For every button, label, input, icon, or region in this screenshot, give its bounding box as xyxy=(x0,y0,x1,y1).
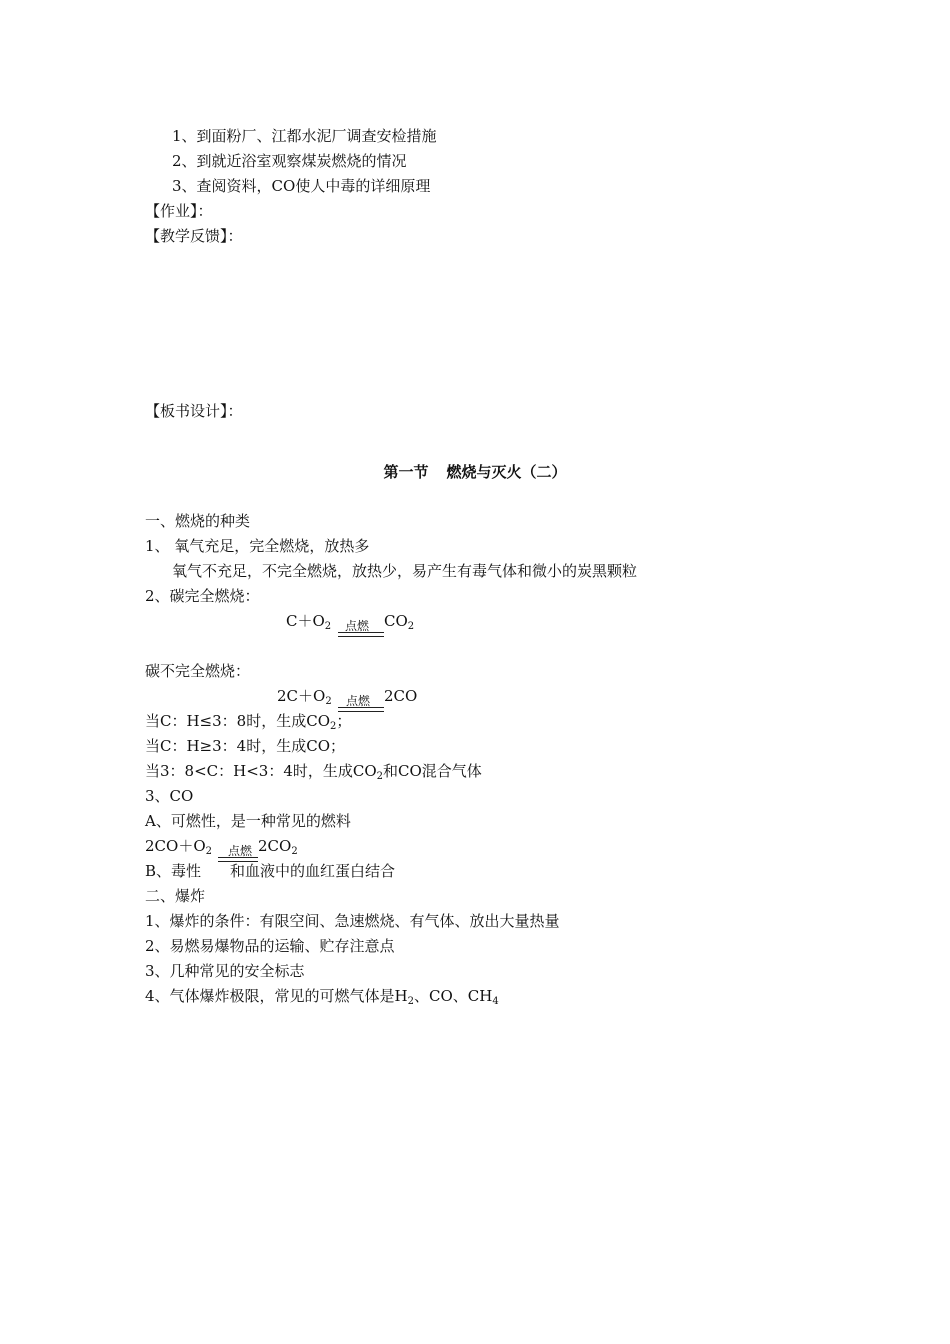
reaction-condition: 点燃 xyxy=(346,694,371,708)
task-item: 2、到就近浴室观察煤炭燃烧的情况 xyxy=(172,152,407,170)
list-item: 当3：8<C：H<3：4时，生成$CO_2$和CO混合气体 xyxy=(145,762,482,782)
reaction-condition: 点燃 xyxy=(228,844,253,858)
list-item: A、可燃性，是一种常见的燃料 xyxy=(145,812,351,830)
task-item: 3、查阅资料，CO使人中毒的详细原理 xyxy=(172,177,431,195)
task-item: 1、到面粉厂、江都水泥厂调查安检措施 xyxy=(172,127,437,145)
page-title xyxy=(0,461,950,482)
equation-carbon-incomplete: $2C+O_2$ xyxy=(277,687,332,707)
list-item: 2、碳完全燃烧： xyxy=(145,587,260,605)
list-item: 1、爆炸的条件：有限空间、急速燃烧、有气体、放出大量热量 xyxy=(145,912,560,930)
feedback-label: 【教学反馈】： xyxy=(145,227,243,245)
list-item: 3、几种常见的安全标志 xyxy=(145,962,305,980)
list-item: 4、气体爆炸极限，常见的可燃气体是$H_2$、CO、$CH_4$ xyxy=(145,987,499,1007)
list-item: 3、CO xyxy=(145,787,194,805)
reaction-arrow xyxy=(338,632,384,637)
equation-product: $2CO_2$ xyxy=(258,837,298,857)
section-heading: 一、燃烧的种类 xyxy=(145,512,251,530)
list-item: 碳不完全燃烧： xyxy=(145,662,251,680)
list-item: 2、易燃易爆物品的运输、贮存注意点 xyxy=(145,937,395,955)
list-item: 1、 氧气充足，完全燃烧，放热多 xyxy=(145,537,370,555)
list-item: 和血液中的血红蛋白结合 xyxy=(230,862,396,880)
equation-product: 2CO xyxy=(384,687,418,705)
homework-label: 【作业】： xyxy=(145,202,213,220)
list-item: 当C：H≤3：8时，生成$CO_2$； xyxy=(145,712,352,732)
list-item: 当C：H≥3：4时，生成CO； xyxy=(145,737,345,755)
equation-co-combustion: $2CO+O_2$ xyxy=(145,837,212,857)
reaction-condition: 点燃 xyxy=(345,619,370,633)
section-heading: 二、爆炸 xyxy=(145,887,206,905)
equation-product: $CO_2$ xyxy=(384,612,415,632)
list-item: B、毒性 xyxy=(145,862,202,880)
board-label: 【板书设计】： xyxy=(145,402,243,420)
title-topic: 燃烧与灭火（二） xyxy=(446,463,567,481)
equation-carbon-complete: $C+O_2$ xyxy=(286,612,332,632)
list-item: 氧气不充足，不完全燃烧，放热少，易产生有毒气体和微小的炭黑颗粒 xyxy=(172,562,638,580)
title-section: 第一节 xyxy=(383,463,429,481)
